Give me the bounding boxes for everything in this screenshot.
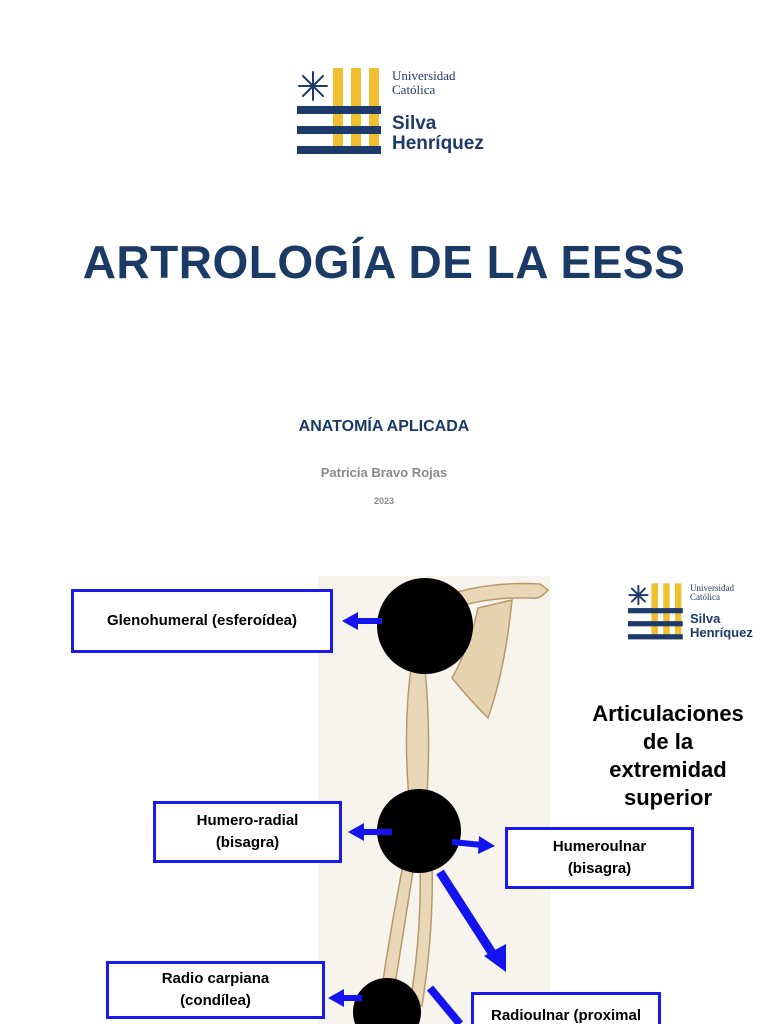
logo-text-silva: Silva (392, 113, 437, 134)
section-heading-line: Articulaciones (592, 701, 744, 726)
logo-text-henriquez: Henríquez (392, 132, 484, 154)
label-humeroulnar: Humeroulnar (bisagra) (505, 827, 694, 889)
label-glenohumeral: Glenohumeral (esferoídea) (71, 589, 333, 653)
shoulder-joint-marker (377, 578, 473, 674)
logo-text-universidad: Universidad (392, 68, 456, 83)
logo-small-text-silva: Silva (690, 611, 721, 626)
section-heading-line: superior (623, 785, 713, 811)
course-subtitle: ANATOMÍA APLICADA (298, 418, 470, 435)
university-logo-small (626, 582, 768, 644)
author-name: Patricia Bravo Rojas (320, 465, 448, 480)
label-humero-radial: Humero-radial (bisagra) (153, 801, 342, 863)
label-radioulnar-proximal: Radioulnar (proximal (471, 992, 661, 1024)
humerus-bone (406, 660, 428, 810)
logo-small-text-universidad: Universidad (690, 583, 734, 593)
logo-mark-small-icon (626, 582, 686, 642)
page-title: ARTROLOGÍA DE LA EESS (82, 236, 686, 288)
section-heading-line: extremidad (609, 757, 727, 783)
section-heading-line: de la (642, 729, 694, 755)
logo-small-text-catolica: Católica (690, 592, 720, 603)
year-label: 2023 (373, 496, 395, 506)
logo-small-text-henriquez: Henríquez (690, 624, 753, 640)
diagram-slide (0, 560, 768, 1024)
section-heading (568, 700, 768, 813)
logo-mark-icon (295, 66, 385, 158)
university-logo (295, 66, 500, 158)
logo-text-catolica: Católica (392, 81, 436, 97)
label-radio-carpiana: Radio carpiana (condílea) (106, 961, 325, 1019)
